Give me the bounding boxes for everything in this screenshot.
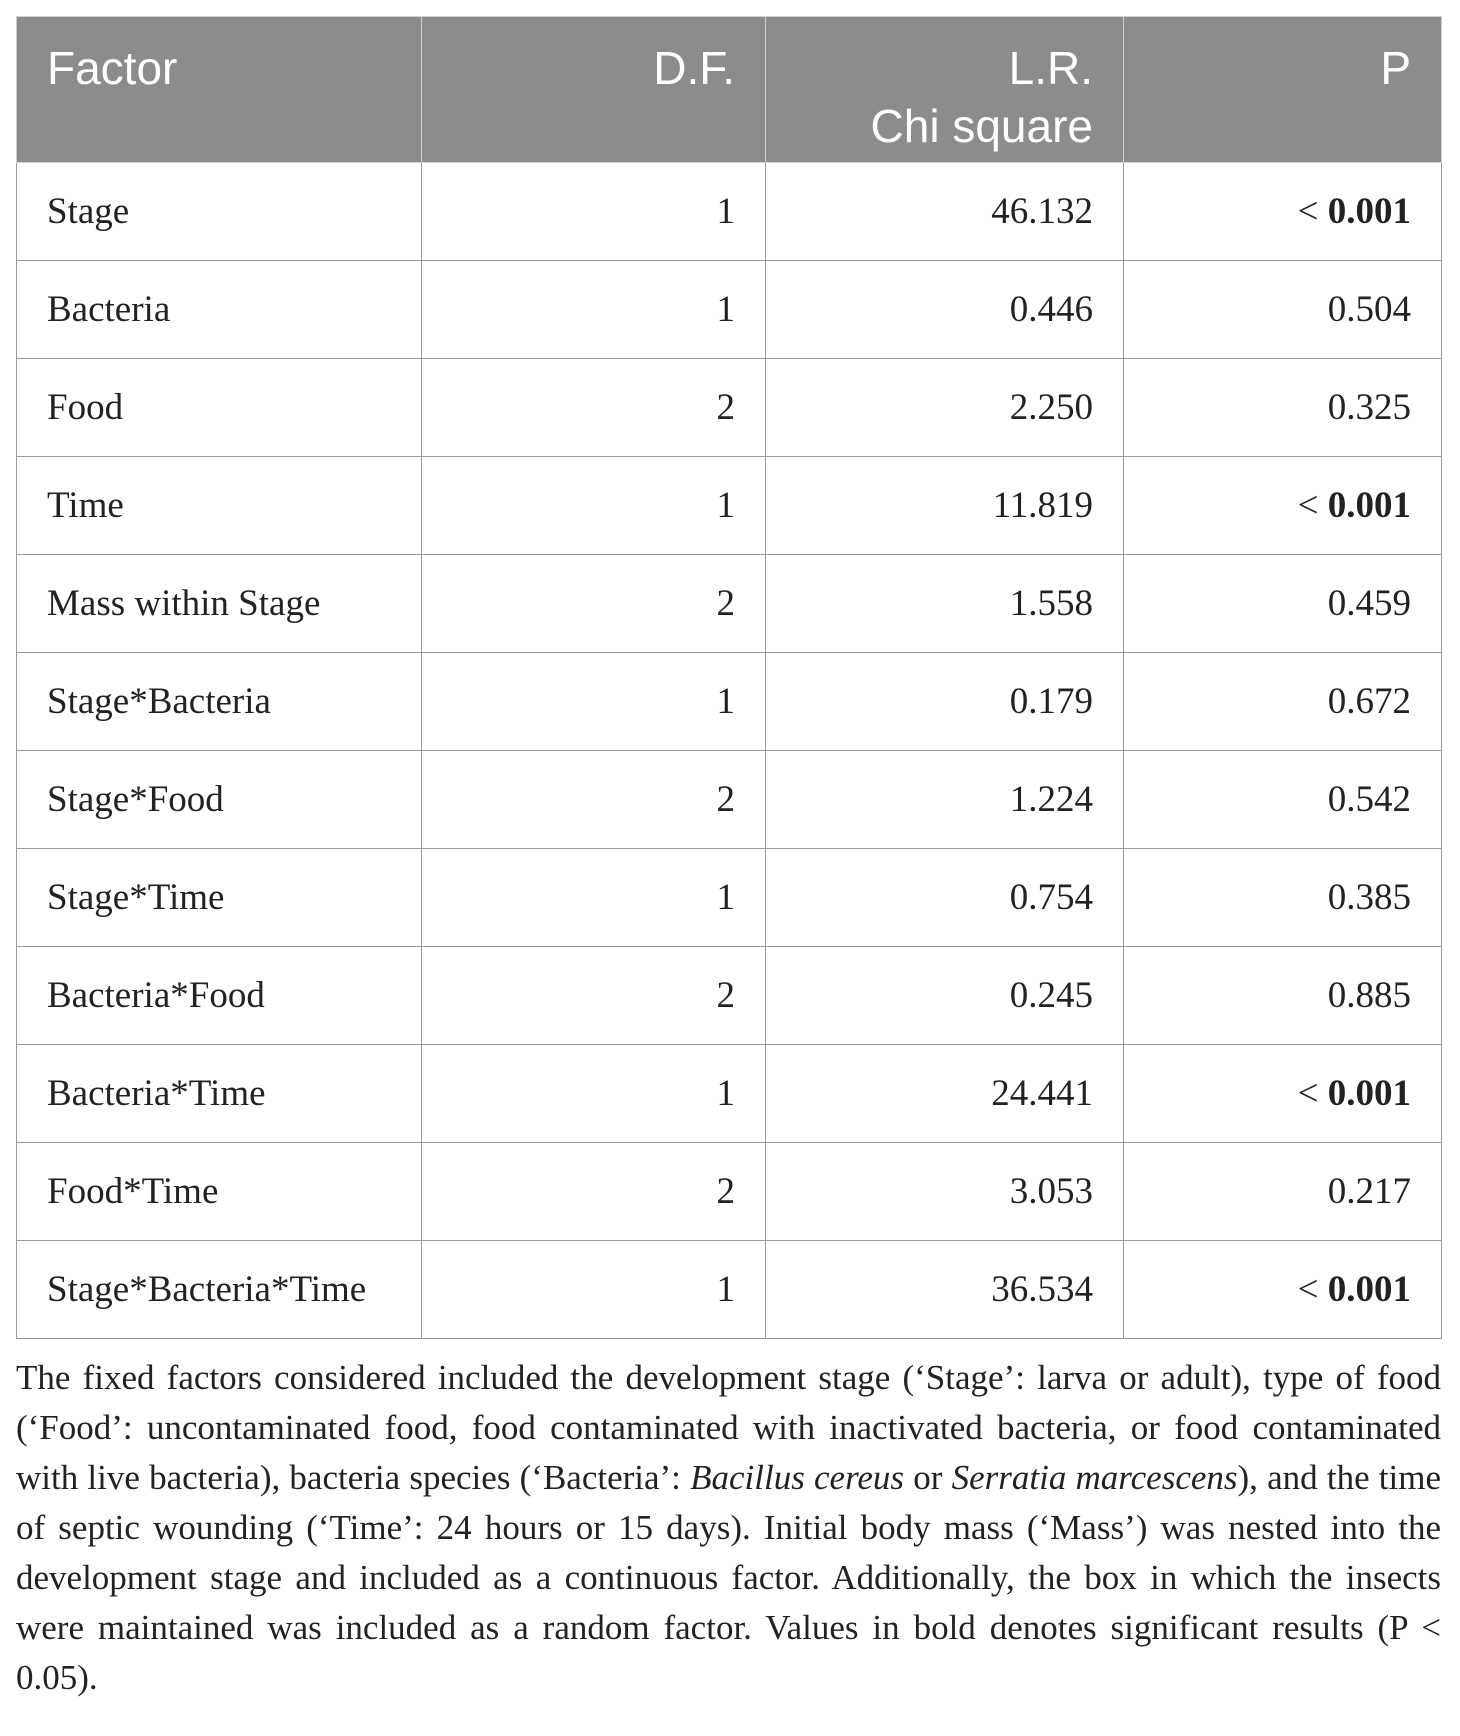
cell-lr: 0.179	[766, 653, 1124, 751]
cell-lr: 46.132	[766, 163, 1124, 261]
cell-p	[1124, 1241, 1442, 1339]
cell-lr: 1.224	[766, 751, 1124, 849]
cell-lr: 36.534	[766, 1241, 1124, 1339]
table-row	[17, 751, 1442, 849]
cell-p-value: 0.504	[1327, 289, 1411, 330]
cell-p-prefix: <	[1297, 191, 1328, 232]
table-row	[17, 555, 1442, 653]
cell-p	[1124, 359, 1442, 457]
cell-p-value: 0.325	[1327, 387, 1411, 428]
cell-p-value: 0.672	[1327, 681, 1411, 722]
cell-p-value: 0.001	[1327, 1269, 1411, 1310]
cell-p-value: 0.001	[1327, 485, 1411, 526]
cell-factor: Food*Time	[17, 1143, 422, 1241]
cell-factor: Stage*Food	[17, 751, 422, 849]
table-header	[17, 17, 1442, 163]
cell-p	[1124, 1045, 1442, 1143]
table-row	[17, 653, 1442, 751]
table-caption	[16, 1353, 1441, 1703]
cell-factor: Food	[17, 359, 422, 457]
cell-p	[1124, 751, 1442, 849]
cell-p	[1124, 1143, 1442, 1241]
cell-factor: Stage*Bacteria	[17, 653, 422, 751]
cell-df: 1	[422, 457, 766, 555]
header-lr-line1: L.R.	[1008, 42, 1093, 94]
cell-p	[1124, 163, 1442, 261]
cell-factor: Mass within Stage	[17, 555, 422, 653]
table-row	[17, 1143, 1442, 1241]
cell-p	[1124, 947, 1442, 1045]
cell-factor: Stage	[17, 163, 422, 261]
caption-part3: ), and the time of septic wounding (‘Time’: 24 hours or 15 days). Initial body mass (‘Mass’) was nested into the development stage and included as a continuous factor. Additionally, the box in which the insects were maintained was included as a random factor. Values in bold denotes significant results (P < 0.05).	[16, 1458, 1442, 1697]
caption-species1: Bacillus cereus	[690, 1458, 905, 1497]
table-container	[16, 16, 1441, 1703]
cell-df: 1	[422, 653, 766, 751]
cell-p-value: 0.885	[1327, 975, 1411, 1016]
cell-df: 2	[422, 947, 766, 1045]
table-row	[17, 163, 1442, 261]
cell-factor: Stage*Bacteria*Time	[17, 1241, 422, 1339]
cell-p-value: 0.542	[1327, 779, 1411, 820]
results-table	[16, 16, 1442, 1339]
cell-lr: 0.446	[766, 261, 1124, 359]
cell-lr: 1.558	[766, 555, 1124, 653]
header-p: P	[1124, 17, 1442, 163]
cell-df: 1	[422, 261, 766, 359]
cell-p	[1124, 457, 1442, 555]
caption-part2: or	[904, 1458, 952, 1497]
cell-p-prefix: <	[1297, 1073, 1328, 1114]
cell-factor: Time	[17, 457, 422, 555]
cell-factor: Bacteria*Time	[17, 1045, 422, 1143]
header-df: D.F.	[422, 17, 766, 163]
table-row	[17, 947, 1442, 1045]
cell-p-value: 0.385	[1327, 877, 1411, 918]
cell-lr: 11.819	[766, 457, 1124, 555]
cell-df: 2	[422, 359, 766, 457]
cell-p	[1124, 653, 1442, 751]
cell-p	[1124, 261, 1442, 359]
cell-df: 2	[422, 1143, 766, 1241]
table-row	[17, 1241, 1442, 1339]
cell-lr: 3.053	[766, 1143, 1124, 1241]
cell-p-prefix: <	[1297, 1269, 1328, 1310]
header-lr-chi-square	[766, 17, 1124, 163]
caption-species2: Serratia marcescens	[951, 1458, 1238, 1497]
table-row	[17, 849, 1442, 947]
caption-part1: The fixed factors considered included the development stage (‘Stage’: larva or adult), type of food (‘Food’: uncontaminated food, food contaminated with inactivated bacteria, or food contaminated with live bacteria), bacteria species (‘Bacteria’:	[16, 1358, 1441, 1497]
cell-df: 2	[422, 751, 766, 849]
header-row	[17, 17, 1442, 163]
cell-df: 1	[422, 849, 766, 947]
cell-factor: Bacteria*Food	[17, 947, 422, 1045]
table-row	[17, 359, 1442, 457]
header-factor: Factor	[17, 17, 422, 163]
table-body	[17, 163, 1442, 1339]
table-row	[17, 457, 1442, 555]
cell-lr: 0.754	[766, 849, 1124, 947]
cell-factor: Bacteria	[17, 261, 422, 359]
cell-p	[1124, 555, 1442, 653]
cell-df: 1	[422, 1045, 766, 1143]
cell-lr: 2.250	[766, 359, 1124, 457]
header-lr-line2: Chi square	[870, 100, 1093, 152]
cell-p-prefix: <	[1297, 485, 1328, 526]
table-row	[17, 261, 1442, 359]
cell-df: 2	[422, 555, 766, 653]
cell-lr: 0.245	[766, 947, 1124, 1045]
cell-p-value: 0.217	[1327, 1171, 1411, 1212]
cell-p-value: 0.001	[1327, 1073, 1411, 1114]
cell-p-value: 0.001	[1327, 191, 1411, 232]
cell-df: 1	[422, 1241, 766, 1339]
table-row	[17, 1045, 1442, 1143]
cell-factor: Stage*Time	[17, 849, 422, 947]
cell-df: 1	[422, 163, 766, 261]
cell-lr: 24.441	[766, 1045, 1124, 1143]
cell-p-value: 0.459	[1327, 583, 1411, 624]
cell-p	[1124, 849, 1442, 947]
